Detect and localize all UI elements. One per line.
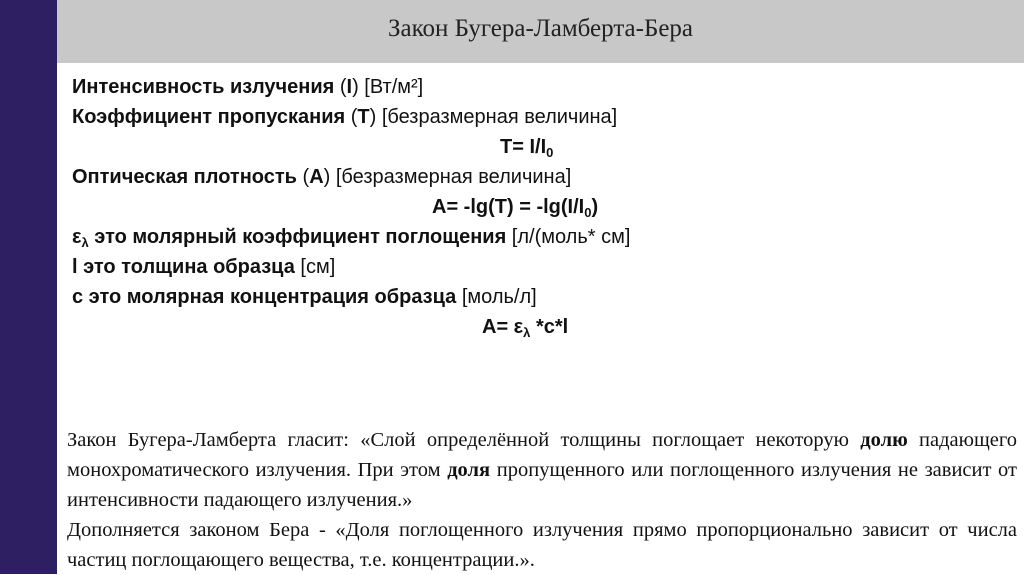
law-paragraph-2: Дополняется законом Бера - «Доля поглощенного излучения прямо пропорционально зависит от числа частиц поглощающего вещества, т.е. концентрации.». (67, 519, 1017, 571)
definitions-block (72, 72, 630, 342)
def-intensity: Интенсивность излучения (I) [Вт/м²] (72, 76, 424, 98)
law-description (67, 425, 1017, 575)
def-concentration: c это молярная концентрация образца [моль/л] (72, 286, 537, 308)
formula-optical-density: $A= -\lg(T) = -\lg(I/I_0)$ (432, 196, 599, 220)
formula-beer-lambert: $A= \varepsilon_\lambda$ *c*l (482, 316, 569, 340)
def-transmittance: Коэффициент пропускания (T) [безразмерная величина] (72, 106, 618, 128)
def-epsilon: $\varepsilon_\lambda$ это молярный коэффициент поглощения [л/(моль* см] (72, 226, 631, 250)
def-thickness: l это толщина образца [см] (72, 256, 336, 278)
formula-transmittance: $T= I/I_0$ (500, 136, 554, 160)
def-optical-density: Оптическая плотность (A) [безразмерная величина] (72, 166, 572, 188)
slide-title: Закон Бугера-Ламберта-Бера (387, 15, 694, 42)
law-paragraph-1: Закон Бугера-Ламберта гласит: «Слой определённой толщины поглощает некоторую долю падающего монохроматического излучения. При этом доля пропущенного или поглощенного излучения не зависит от интенсивности падающего излучения.» (67, 429, 1017, 511)
slide-sidebar (0, 0, 57, 574)
